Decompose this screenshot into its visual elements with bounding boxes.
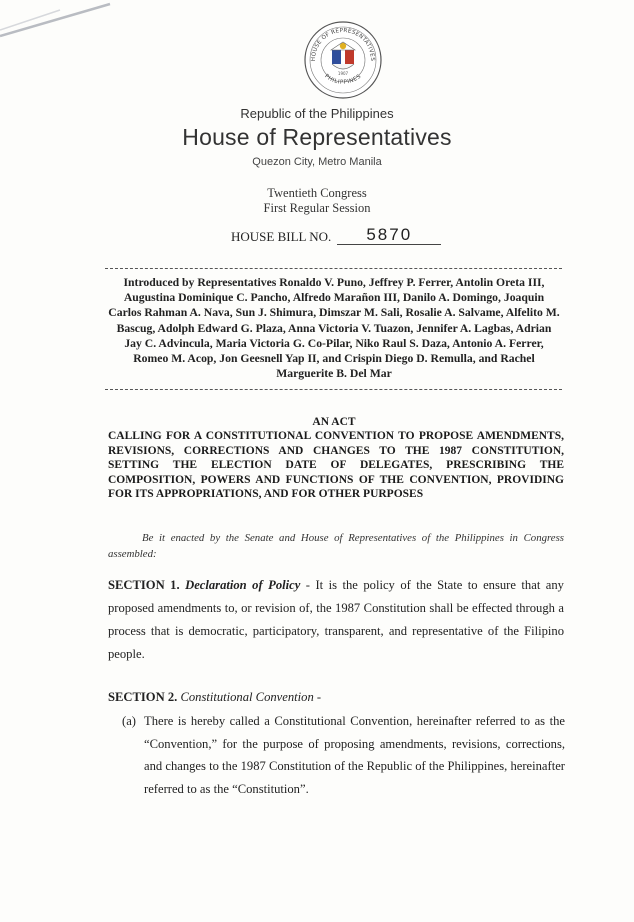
item-a-marker: (a) [122,714,136,728]
republic-label: Republic of the Philippines [240,106,394,121]
section-2-suffix: - [313,690,322,704]
session-label: First Regular Session [263,201,371,215]
top-dashed-divider [105,268,562,269]
bill-number: 5870 [337,226,441,245]
section-1 [108,574,564,666]
congress-label: Twentieth Congress [267,186,367,200]
enacting-clause: Be it enacted by the Senate and House of Representatives of the Philippines in Congress assembled: [108,532,564,560]
act-title: CALLING FOR A CONSTITUTIONAL CONVENTION TO PROPOSE AMENDMENTS, REVISIONS, CORRECTIONS AND CHANGES TO THE 1987 CONSTITUTION, SETTING THE ELECTION DATE OF DELEGATES, PRESCRIBING THE COMPOSITION, POWERS AND FUNCTIONS OF THE CONVENTION, PROVIDING FOR ITS APPROPRIATIONS, AND FOR OTHER PURPOSES [108,430,564,500]
house-seal-logo [303,20,383,100]
section-2-item-a [122,710,565,800]
location-label: Quezon City, Metro Manila [252,156,382,168]
bottom-dashed-divider [105,389,562,390]
introduced-by-paragraph: Introduced by Representatives Ronaldo V. Puno, Jeffrey P. Ferrer, Antolin Oreta III, Augustina Dominique C. Pancho, Alfredo Marañon III, Danilo A. Domingo, Joaquin Carlos Rahman A. Nava, Sun J. Shimura, Dimszar M. Sali, Rosalie A. Salvame, Alfelito M. Bascug, Adolph Edward G. Plaza, Anna Victoria V. Tuazon, Jennifer A. Lagbas, Adrian Jay C. Advincula, Maria Victoria G. Co-Pilar, Niko Raul S. Daza, Antonio A. Ferrer, Romeo M. Acop, Jon Geesnell Yap II, and Crispin Diego D. Remulla, and Rachel Marguerite B. Del Mar [108,276,560,381]
house-title: House of Representatives [182,124,452,150]
svg-text:1907: 1907 [337,71,349,76]
section-1-label: SECTION 1. [108,578,180,592]
section-1-title: Declaration of Policy [185,578,301,592]
section-2-heading [108,687,564,707]
svg-text:PHILIPPINES: PHILIPPINES [323,73,363,86]
bill-number-row [231,226,441,245]
section-1-text: - It is the policy of the State to ensure that any proposed amendments to, or revision of, the 1987 Constitution shall be effected through a process that is democratic, participatory, transparent, and representative of the Filipino people. [108,578,564,661]
page-fold-mark [0,0,120,40]
svg-text:HOUSE OF REPRESENTATIVES: HOUSE OF REPRESENTATIVES [310,27,376,62]
section-2-title: Constitutional Convention [180,690,314,704]
item-a-text: There is hereby called a Constitutional Convention, hereinafter referred to as the “Convention,” for the purpose of proposing amendments, revisions, corrections, and changes to the 1987 Constitution of the Republic of the Philippines, hereinafter referred to as the “Constitution”. [144,714,565,796]
bill-label: HOUSE BILL NO. [231,229,332,244]
section-2-label: SECTION 2. [108,690,178,704]
act-heading: AN ACT [312,416,356,428]
